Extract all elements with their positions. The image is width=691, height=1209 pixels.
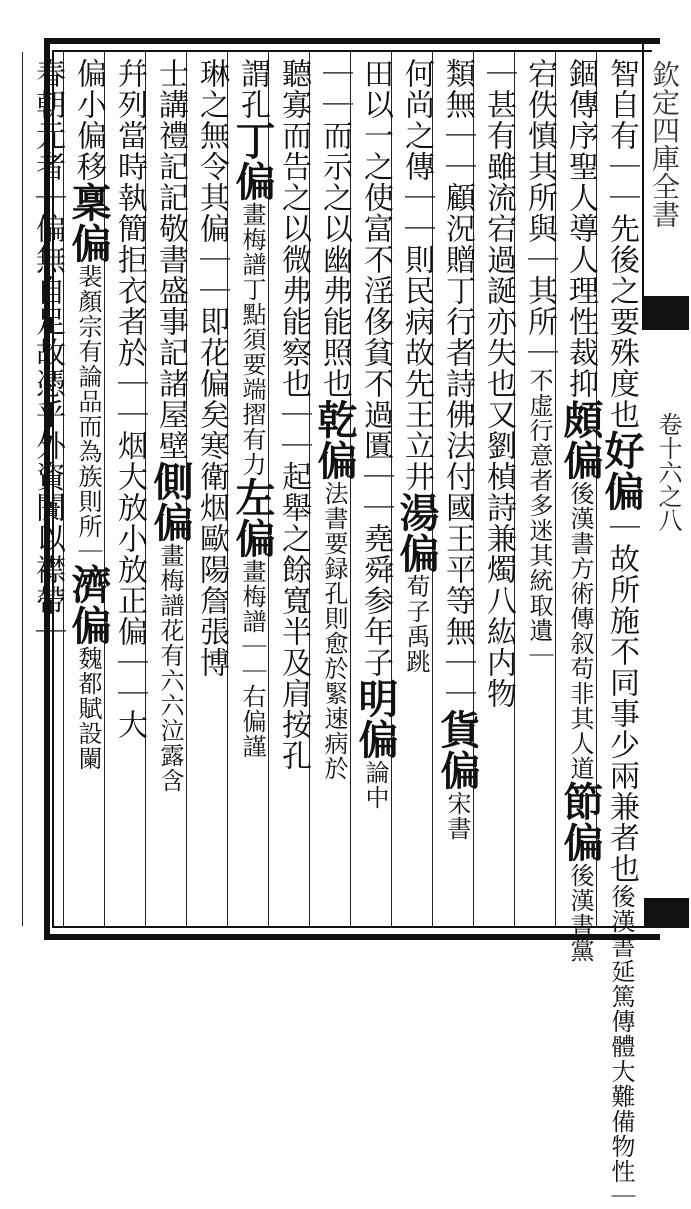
body-text: 田以一之使富不淫侈貧不過匱	[358, 58, 393, 461]
body-text: ｜甚有雖流宕過誕亦失也又劉楨詩兼燭八紘内物	[481, 58, 516, 709]
body-text: 春朝元	[30, 58, 65, 151]
body-text: 聽寡而告之以微弗能察也	[276, 58, 311, 399]
body-text: 闠以襟帶｜	[30, 492, 65, 647]
inner-frame-top	[52, 50, 652, 52]
headword: 濟偏	[65, 564, 112, 646]
text-column	[475, 58, 521, 920]
annotation: 論中	[361, 760, 389, 810]
body-text: 寒衛烟歐陽詹張博	[194, 430, 229, 678]
text-column	[434, 58, 480, 920]
body-text: 無令其偏｜｜即花偏矣	[194, 120, 229, 430]
edge-black-bar	[644, 296, 689, 330]
headword: 節偏	[557, 781, 604, 863]
body-text: 偏小偏移	[71, 58, 106, 182]
body-text: 謂孔	[235, 58, 270, 120]
headword: 明偏	[352, 678, 399, 760]
headword: 湯偏	[393, 492, 440, 574]
body-text: 智自有｜｜先後之要殊度也	[604, 58, 639, 430]
text-column	[557, 58, 604, 963]
body-text: 士講禮記記敬書盛事記諸屋壁	[153, 58, 188, 461]
body-text: ｜｜起舉之餘寬半及肩按孔	[276, 399, 311, 771]
headword: 稟偏	[65, 182, 112, 264]
headword: 丁偏	[229, 120, 276, 202]
body-text: 者｜偏無自足故憑乎外資	[30, 151, 65, 492]
headword: 左偏	[229, 477, 276, 559]
annotation: 魏都賦設闌	[74, 646, 102, 771]
headword: 側偏	[147, 461, 194, 543]
headword: 好偏	[598, 430, 645, 512]
body-text: 錮傳序聖人導人理性裁抑	[563, 58, 598, 399]
headword: 頗偏	[557, 399, 604, 481]
annotation: 後漢書黨	[566, 863, 594, 963]
text-column	[352, 58, 398, 920]
body-text: 烟大放小放正偏｜｜大	[112, 430, 147, 740]
text-column	[270, 58, 316, 920]
headword: 貨偏	[434, 709, 481, 791]
body-text: ｜｜堯舜参年子	[358, 461, 393, 678]
body-text: ｜｜而示之以幽弗能照也	[317, 58, 352, 399]
text-column	[598, 58, 645, 1209]
text-column	[393, 58, 439, 920]
text-column	[311, 58, 357, 920]
text-column	[229, 58, 275, 920]
text-column	[106, 58, 152, 920]
text-column	[188, 58, 234, 920]
annotation: 畫梅譜花有六六泣露含	[156, 543, 184, 793]
annotation: 不虚行意者多迷其統取遺｜	[525, 368, 553, 668]
text-column	[24, 58, 70, 920]
annotation: 法書要録孔則愈於緊速病於	[320, 481, 348, 781]
annotation: 裴顏宗有論品而為族則所｜	[74, 264, 102, 564]
body-text: ｜故所施不同事少兩兼者也	[604, 512, 639, 884]
annotation: 後漢書延篤傳體大難備物性｜	[607, 884, 635, 1209]
body-text: 幷列當時執簡拒衣者於｜｜	[112, 58, 147, 430]
edge-black-bar-bottom	[644, 898, 689, 928]
edge-volume-label: 卷十六之八	[654, 412, 682, 532]
body-text: 何尚之傳｜｜則民病故先王立井	[399, 58, 434, 492]
column-rule	[22, 52, 23, 926]
annotation: 後漢書方術傳叙苟非其人道	[566, 481, 594, 781]
headword: 乾偏	[311, 399, 358, 481]
annotation: 宋書	[443, 791, 471, 841]
text-column	[516, 58, 562, 920]
text-column	[147, 58, 193, 920]
body-text: 琳之	[194, 58, 229, 120]
body-text: 宕佚慎其所與｜其所｜	[522, 58, 557, 368]
annotation: 荀子禹跳	[402, 574, 430, 674]
body-text: 類無｜｜顧況贈丁行者詩佛法付國王平等無｜｜	[440, 58, 475, 709]
text-column	[65, 58, 111, 920]
annotation: 畫梅譜｜｜右偏謹	[238, 559, 266, 759]
edge-title: 欽定四庫全書	[648, 60, 681, 228]
annotation: 畫梅譜丁點須要端摺有力	[238, 202, 266, 477]
